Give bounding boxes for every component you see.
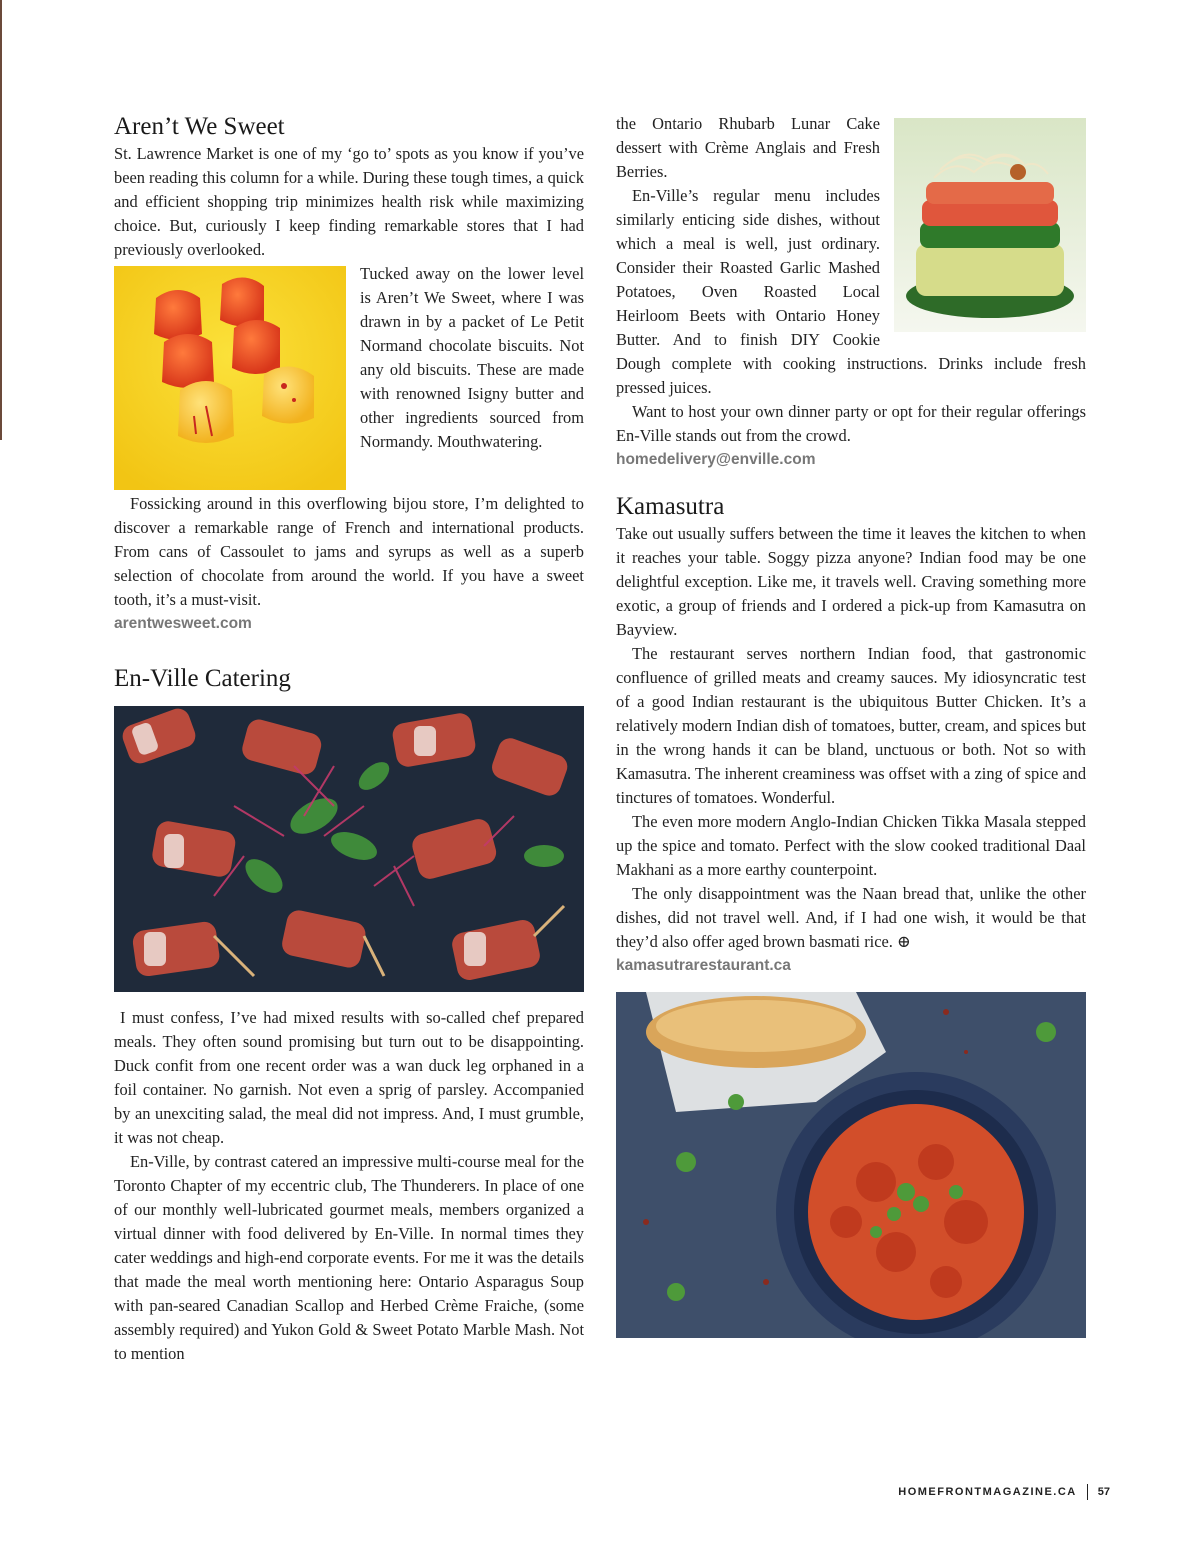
enville-paragraph-2: En-Ville, by contrast catered an impressive multi-course meal for the Toronto Chapter of my eccentric club, The Thunderers. In place of one of our monthly well-lubricated gourmet meals, members organized a virtual dinner with food delivered by En-Ville. In normal times they cater weddings and high-end corporate events. For me it was the details that made the meal worth mentioning here: Ontario Asparagus Soup with pan-seared Canadian Scallop and Herbed Crème Fraiche, (some assembly required) and Yukon Gold & Sweet Potato Marble Mash. Not to mention	[114, 1152, 584, 1363]
canapes-image	[114, 706, 584, 992]
right-column	[616, 112, 1086, 1338]
enville-paragraph-4: Want to host your own dinner party or opt for their regular offerings En-Ville stands out from the crowd.	[616, 402, 1086, 445]
left-column	[114, 112, 584, 1366]
end-mark-icon: ⊕	[896, 932, 911, 951]
section-heading-kamasutra: Kamasutra	[616, 493, 725, 520]
enville-paragraph-3: En-Ville’s regular menu includes similarly enticing side dishes, without which a meal is well, just ordinary. Consider their Roasted Garlic Mashed Potatoes, Oven Roasted Local Heirloom Beets with Ontario Honey Butter. And to finish DIY Cookie Dough complete with cooking instructions. Drinks include fresh pressed juices.	[616, 186, 1086, 397]
kamasutra-paragraph-1: Take out usually suffers between the time it leaves the kitchen to when it reaches your table. Soggy pizza anyone? Indian food may be one delightful exception. Like me, it travels well. Craving something more exotic, a group of friends and I ordered a pick-up from Kamasutra on Bayview.	[616, 524, 1086, 639]
section-heading-en-ville: En-Ville Catering	[114, 665, 291, 692]
kamasutra-website-link[interactable]: kamasutrarestaurant.ca	[616, 957, 791, 974]
sweet-paragraph-1: St. Lawrence Market is one of my ‘go to’ spots as you know if you’ve been reading this column for a while. During these tough times, a quick and efficient shopping trip minimizes health risk while maximizing choice. But, curiously I keep finding remarkable stores that I had previously overlooked.	[114, 144, 584, 259]
kamasutra-paragraph-4	[616, 882, 1086, 954]
footer-divider	[1087, 1484, 1088, 1500]
kamasutra-paragraph-4-text: The only disappointment was the Naan bread that, unlike the other dishes, did not travel well. And, if I had one wish, it would be that they’d also offer aged brown basmati rice.	[616, 884, 1086, 951]
page-footer	[898, 1484, 1110, 1500]
footer-site-name: HOMEFRONTMAGAZINE.CA	[898, 1486, 1077, 1498]
enville-continued-block	[616, 112, 1086, 400]
page-number: 57	[1097, 1486, 1110, 1498]
enville-paragraph-1: I must confess, I’ve had mixed results with so-called chef prepared meals. They often sound promising but turn out to be disappointing. Duck confit from one recent order was a wan duck leg orphaned in a foil container. No garnish. Not even a sprig of parsley. Accompanied by an unexciting salad, the meal did not impress. And, I must grumble, it was not cheap.	[114, 1008, 584, 1147]
page-edge-line	[0, 0, 2, 440]
butter-chicken-photo	[616, 992, 1086, 1338]
layered-salad-photo	[894, 118, 1086, 332]
sweet-website-link[interactable]: arentwesweet.com	[114, 615, 252, 632]
butter-chicken-image	[616, 992, 1086, 1338]
section-heading-arent-we-sweet: Aren’t We Sweet	[114, 113, 285, 140]
layered-salad-image	[894, 118, 1086, 332]
chocolates-image	[114, 266, 346, 490]
kamasutra-paragraph-3: The even more modern Anglo-Indian Chicken Tikka Masala stepped up the spice and tomato. Perfect with the slow cooked traditional Daal Makhani as a more earthy counterpoint.	[616, 812, 1086, 879]
canapes-photo	[114, 706, 584, 992]
enville-website-link[interactable]: homedelivery@enville.com	[616, 451, 816, 468]
sweet-figure-block	[114, 262, 584, 492]
chocolates-photo	[114, 266, 346, 490]
enville-paragraph-2-continued: the Ontario Rhubarb Lunar Cake dessert with Crème Anglais and Fresh Berries.	[616, 114, 880, 181]
kamasutra-paragraph-2: The restaurant serves northern Indian food, that gastronomic confluence of grilled meats and creamy sauces. My idiosyncratic test of a good Indian restaurant is the ubiquitous Butter Chicken. It’s a relatively modern Indian dish of tomatoes, butter, cream, and spices but in the wrong hands it can be bland, unctuous or both. Not so with Kamasutra. The inherent creaminess was offset with a zing of spice and tinctures of tomatoes. Wonderful.	[616, 644, 1087, 807]
sweet-paragraph-3: Fossicking around in this overflowing bijou store, I’m delighted to discover a remarkable range of French and international products. From cans of Cassoulet to jams and syrups as well as a superb selection of chocolate from around the world. If you have a sweet tooth, it’s a must-visit.	[114, 494, 584, 609]
sweet-paragraph-2: Tucked away on the lower level is Aren’t We Sweet, where I was drawn in by a packet of Le Petit Normand chocolate biscuits. Not any old biscuits. These are made with renowned Isigny butter and other ingredients sourced from Normandy. Mouthwatering.	[360, 264, 584, 451]
